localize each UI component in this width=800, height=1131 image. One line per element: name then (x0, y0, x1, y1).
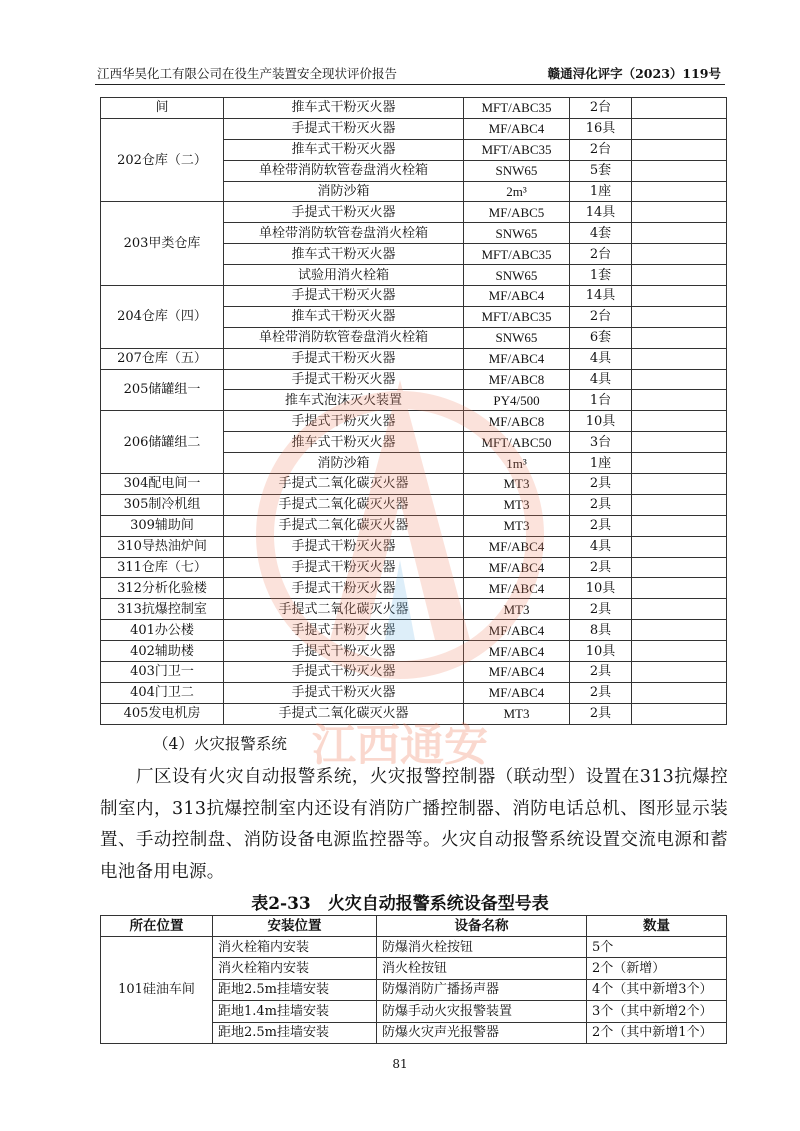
remark-cell (632, 327, 727, 348)
equipment-name-cell: 手提式二氧化碳灭火器 (224, 703, 464, 724)
remark-cell (632, 620, 727, 641)
model-cell: 2m³ (464, 181, 570, 202)
table-row (101, 411, 727, 432)
remark-cell (632, 432, 727, 453)
location-cell: 304配电间一 (101, 474, 224, 495)
equipment-name-cell: 手提式干粉灭火器 (224, 662, 464, 683)
equipment-name-cell: 手提式干粉灭火器 (224, 682, 464, 703)
section-title: （4）火灾报警系统 (153, 735, 287, 753)
table-row (101, 599, 727, 620)
location-cell: 间 (101, 98, 224, 119)
quantity-cell: 4具 (570, 536, 632, 557)
install-position-cell: 距地1.4m挂墙安装 (213, 1001, 377, 1022)
table-row (101, 98, 727, 119)
quantity-cell: 4个（其中新增3个） (587, 979, 727, 1000)
model-cell: MF/ABC4 (464, 682, 570, 703)
location-cell: 310导热油炉间 (101, 536, 224, 557)
quantity-cell: 3个（其中新增2个） (587, 1001, 727, 1022)
quantity-cell: 10具 (570, 578, 632, 599)
device-name-cell: 防爆手动火灾报警装置 (377, 1001, 587, 1022)
model-cell: PY4/500 (464, 390, 570, 411)
equipment-name-cell: 试验用消火栓箱 (224, 265, 464, 286)
model-cell: MF/ABC4 (464, 557, 570, 578)
quantity-cell: 3台 (570, 432, 632, 453)
quantity-cell: 1台 (570, 390, 632, 411)
equipment-name-cell: 手提式干粉灭火器 (224, 348, 464, 369)
equipment-name-cell: 手提式干粉灭火器 (224, 557, 464, 578)
location-cell: 101硅油车间 (101, 937, 213, 1044)
equipment-name-cell: 消防沙箱 (224, 453, 464, 474)
remark-cell (632, 453, 727, 474)
table-row (101, 578, 727, 599)
model-cell: MT3 (464, 515, 570, 536)
model-cell: MFT/ABC35 (464, 244, 570, 265)
model-cell: MF/ABC4 (464, 348, 570, 369)
model-cell: MT3 (464, 494, 570, 515)
model-cell: MFT/ABC35 (464, 306, 570, 327)
remark-cell (632, 286, 727, 307)
quantity-cell: 10具 (570, 641, 632, 662)
header-qty: 数量 (587, 916, 727, 937)
model-cell: MF/ABC4 (464, 118, 570, 139)
equipment-name-cell: 手提式二氧化碳灭火器 (224, 494, 464, 515)
table-row (101, 515, 727, 536)
remark-cell (632, 494, 727, 515)
quantity-cell: 5套 (570, 160, 632, 181)
quantity-cell: 8具 (570, 620, 632, 641)
header-device: 设备名称 (377, 916, 587, 937)
quantity-cell: 2具 (570, 662, 632, 683)
install-position-cell: 消火栓箱内安装 (213, 958, 377, 979)
model-cell: MF/ABC4 (464, 536, 570, 557)
equipment-name-cell: 手提式干粉灭火器 (224, 411, 464, 432)
table-row (101, 348, 727, 369)
quantity-cell: 14具 (570, 286, 632, 307)
table-row (101, 202, 727, 223)
model-cell: MF/ABC4 (464, 620, 570, 641)
remark-cell (632, 306, 727, 327)
table-row (101, 703, 727, 724)
equipment-name-cell: 手提式干粉灭火器 (224, 641, 464, 662)
remark-cell (632, 98, 727, 119)
equipment-name-cell: 推车式干粉灭火器 (224, 306, 464, 327)
header-install: 安装位置 (213, 916, 377, 937)
table-header-row (101, 916, 727, 937)
remark-cell (632, 244, 727, 265)
quantity-cell: 2个（新增） (587, 958, 727, 979)
device-name-cell: 防爆火灾声光报警器 (377, 1022, 587, 1043)
location-cell: 309辅助间 (101, 515, 224, 536)
table-row (101, 118, 727, 139)
location-cell: 202仓库（二） (101, 118, 224, 202)
location-cell: 312分析化验楼 (101, 578, 224, 599)
equipment-name-cell: 手提式干粉灭火器 (224, 118, 464, 139)
equipment-name-cell: 推车式干粉灭火器 (224, 98, 464, 119)
table-row (101, 620, 727, 641)
quantity-cell: 2具 (570, 682, 632, 703)
quantity-cell: 2台 (570, 306, 632, 327)
model-cell: SNW65 (464, 327, 570, 348)
quantity-cell: 1座 (570, 453, 632, 474)
page-number: 81 (392, 1057, 408, 1071)
location-cell: 203甲类仓库 (101, 202, 224, 286)
equipment-name-cell: 手提式二氧化碳灭火器 (224, 474, 464, 495)
model-cell: MF/ABC4 (464, 286, 570, 307)
location-cell: 403门卫一 (101, 662, 224, 683)
device-name-cell: 防爆消防广播扬声器 (377, 979, 587, 1000)
model-cell: MF/ABC4 (464, 578, 570, 599)
equipment-name-cell: 推车式干粉灭火器 (224, 139, 464, 160)
header-report-title: 江西华昊化工有限公司在役生产装置安全现状评价报告 (97, 66, 398, 81)
remark-cell (632, 515, 727, 536)
table-row (101, 494, 727, 515)
location-cell: 311仓库（七） (101, 557, 224, 578)
model-cell: MT3 (464, 599, 570, 620)
equipment-name-cell: 推车式干粉灭火器 (224, 432, 464, 453)
location-cell: 405发电机房 (101, 703, 224, 724)
table-row (101, 937, 727, 958)
model-cell: MF/ABC5 (464, 202, 570, 223)
remark-cell (632, 202, 727, 223)
quantity-cell: 6套 (570, 327, 632, 348)
equipment-name-cell: 手提式干粉灭火器 (224, 578, 464, 599)
install-position-cell: 距地2.5m挂墙安装 (213, 1022, 377, 1043)
equipment-name-cell: 推车式干粉灭火器 (224, 244, 464, 265)
location-cell: 402辅助楼 (101, 641, 224, 662)
watermark-text: 江西通安 (312, 720, 488, 771)
model-cell: SNW65 (464, 160, 570, 181)
body-paragraph: 厂区设有火灾自动报警系统，火灾报警控制器（联动型）设置在313抗爆控制室内，313抗爆控制室内还设有消防广播控制器、消防电话总机、图形显示装置、手动控制盘、消防设备电源监控器等。火灾自动报警系统设置交流电源和蓄电池备用电源。 (100, 767, 728, 882)
model-cell: MF/ABC4 (464, 662, 570, 683)
quantity-cell: 1座 (570, 181, 632, 202)
quantity-cell: 2具 (570, 474, 632, 495)
location-cell: 313抗爆控制室 (101, 599, 224, 620)
remark-cell (632, 369, 727, 390)
quantity-cell: 2具 (570, 515, 632, 536)
quantity-cell: 4套 (570, 223, 632, 244)
location-cell: 204仓库（四） (101, 286, 224, 349)
model-cell: MT3 (464, 474, 570, 495)
table-row (101, 474, 727, 495)
equipment-name-cell: 手提式干粉灭火器 (224, 202, 464, 223)
remark-cell (632, 682, 727, 703)
location-cell: 305制冷机组 (101, 494, 224, 515)
equipment-name-cell: 推车式泡沫灭火装置 (224, 390, 464, 411)
remark-cell (632, 181, 727, 202)
equipment-name-cell: 手提式干粉灭火器 (224, 536, 464, 557)
model-cell: MT3 (464, 703, 570, 724)
remark-cell (632, 641, 727, 662)
table-row (101, 682, 727, 703)
remark-cell (632, 557, 727, 578)
remark-cell (632, 118, 727, 139)
quantity-cell: 2具 (570, 494, 632, 515)
model-cell: MFT/ABC50 (464, 432, 570, 453)
equipment-name-cell: 手提式干粉灭火器 (224, 286, 464, 307)
install-position-cell: 距地2.5m挂墙安装 (213, 979, 377, 1000)
quantity-cell: 2具 (570, 557, 632, 578)
remark-cell (632, 265, 727, 286)
remark-cell (632, 536, 727, 557)
quantity-cell: 14具 (570, 202, 632, 223)
quantity-cell: 2具 (570, 703, 632, 724)
model-cell: MF/ABC8 (464, 369, 570, 390)
model-cell: SNW65 (464, 223, 570, 244)
location-cell: 401办公楼 (101, 620, 224, 641)
header-location: 所在位置 (101, 916, 213, 937)
model-cell: MFT/ABC35 (464, 139, 570, 160)
quantity-cell: 4具 (570, 369, 632, 390)
location-cell: 207仓库（五） (101, 348, 224, 369)
install-position-cell: 消火栓箱内安装 (213, 937, 377, 958)
table-row (101, 641, 727, 662)
equipment-name-cell: 单栓带消防软管卷盘消火栓箱 (224, 223, 464, 244)
equipment-name-cell: 消防沙箱 (224, 181, 464, 202)
remark-cell (632, 662, 727, 683)
device-name-cell: 消火栓按钮 (377, 958, 587, 979)
remark-cell (632, 578, 727, 599)
model-cell: SNW65 (464, 265, 570, 286)
model-cell: MFT/ABC35 (464, 98, 570, 119)
location-cell: 206储罐组二 (101, 411, 224, 474)
location-cell: 404门卫二 (101, 682, 224, 703)
fire-equipment-table (100, 97, 727, 725)
remark-cell (632, 599, 727, 620)
quantity-cell: 16具 (570, 118, 632, 139)
quantity-cell: 1套 (570, 265, 632, 286)
equipment-name-cell: 手提式二氧化碳灭火器 (224, 515, 464, 536)
table-caption: 表2-33 火灾自动报警系统设备型号表 (251, 894, 549, 914)
quantity-cell: 2个（其中新增1个） (587, 1022, 727, 1043)
remark-cell (632, 390, 727, 411)
remark-cell (632, 348, 727, 369)
quantity-cell: 4具 (570, 348, 632, 369)
table-row (101, 369, 727, 390)
remark-cell (632, 703, 727, 724)
page-header (95, 62, 725, 85)
quantity-cell: 2台 (570, 139, 632, 160)
equipment-name-cell: 手提式二氧化碳灭火器 (224, 599, 464, 620)
equipment-name-cell: 单栓带消防软管卷盘消火栓箱 (224, 327, 464, 348)
remark-cell (632, 139, 727, 160)
model-cell: 1m³ (464, 453, 570, 474)
header-report-number: 赣通浔化评字（2023）119号 (547, 66, 721, 81)
equipment-name-cell: 手提式干粉灭火器 (224, 620, 464, 641)
table-row (101, 286, 727, 307)
remark-cell (632, 223, 727, 244)
alarm-equipment-table (100, 915, 727, 1044)
device-name-cell: 防爆消火栓按钮 (377, 937, 587, 958)
remark-cell (632, 411, 727, 432)
quantity-cell: 2台 (570, 244, 632, 265)
remark-cell (632, 474, 727, 495)
model-cell: MF/ABC8 (464, 411, 570, 432)
table-row (101, 662, 727, 683)
table-row (101, 536, 727, 557)
location-cell: 205储罐组一 (101, 369, 224, 411)
equipment-name-cell: 单栓带消防软管卷盘消火栓箱 (224, 160, 464, 181)
equipment-name-cell: 手提式干粉灭火器 (224, 369, 464, 390)
quantity-cell: 5个 (587, 937, 727, 958)
quantity-cell: 2具 (570, 599, 632, 620)
model-cell: MF/ABC4 (464, 641, 570, 662)
quantity-cell: 10具 (570, 411, 632, 432)
table-row (101, 557, 727, 578)
quantity-cell: 2台 (570, 98, 632, 119)
remark-cell (632, 160, 727, 181)
